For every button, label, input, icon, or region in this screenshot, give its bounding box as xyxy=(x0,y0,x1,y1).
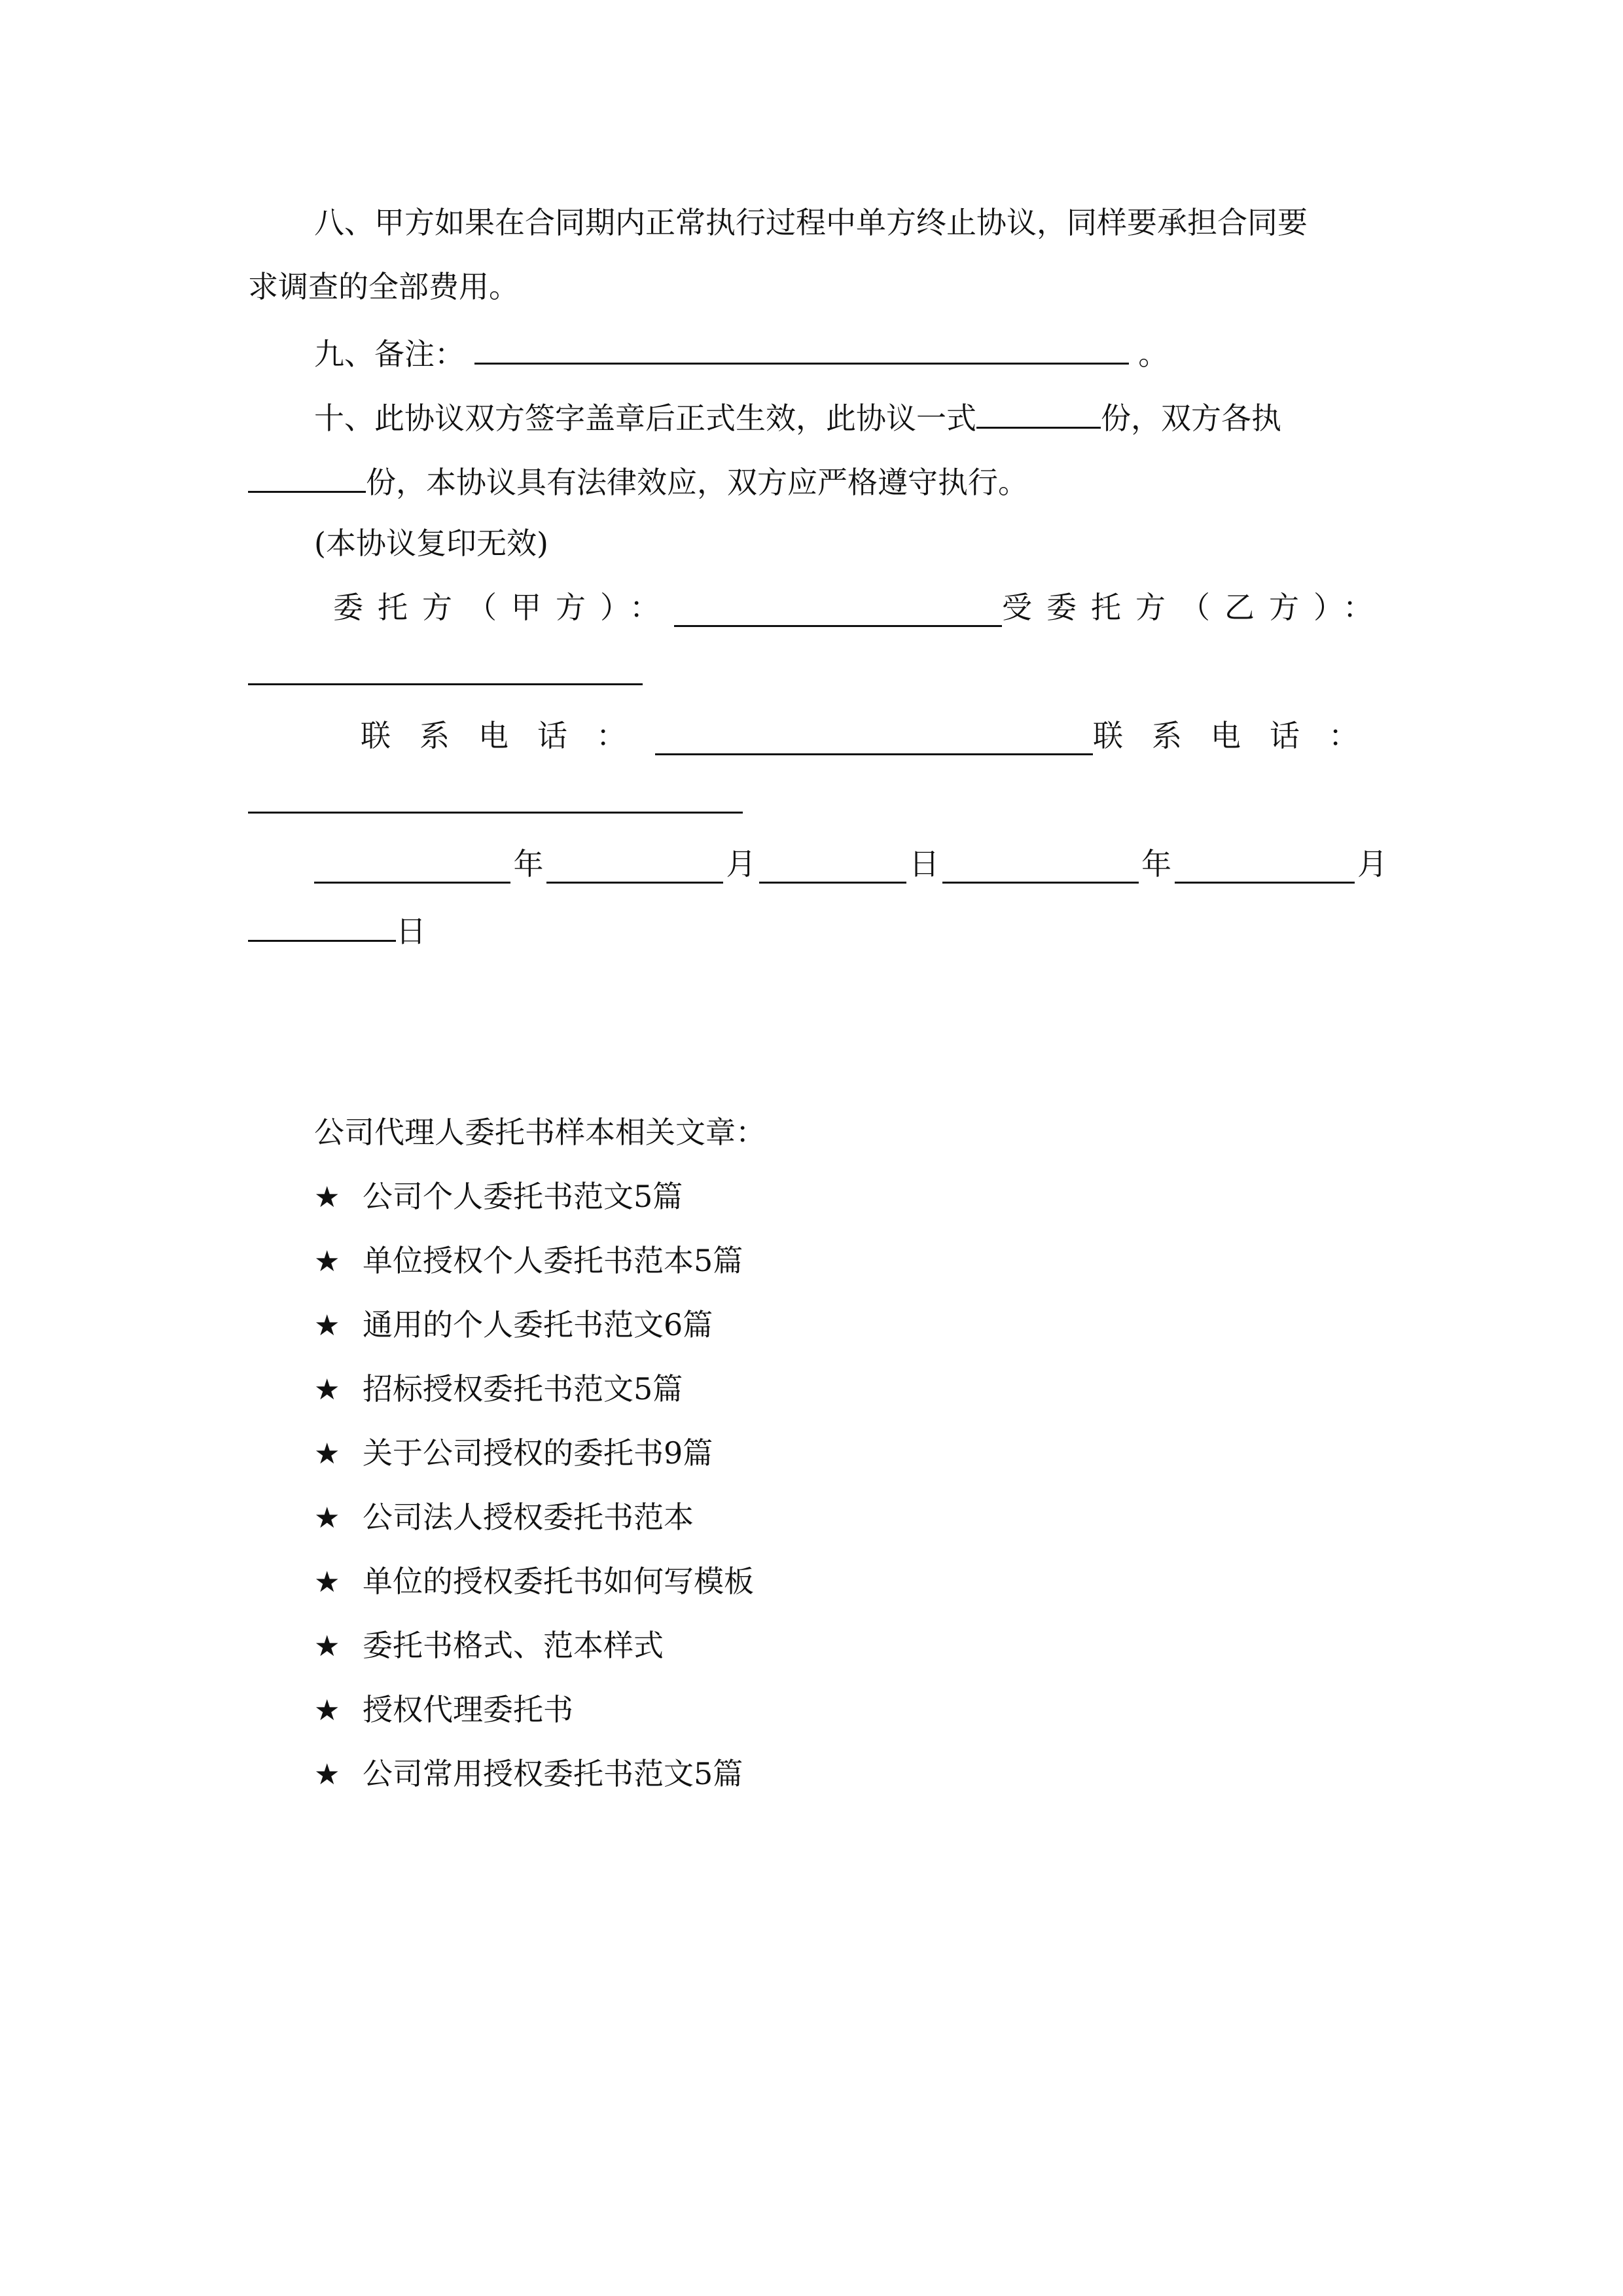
related-articles-heading: 公司代理人委托书样本相关文章： xyxy=(314,1115,766,1150)
party-signature-row xyxy=(248,588,1387,627)
remarks-label: 九、备注： xyxy=(314,336,465,372)
remarks-end-mark: 。 xyxy=(1138,336,1169,372)
clause-10-text-3: 份，本协议具有法律效应，双方应严格遵守执行。 xyxy=(366,465,1028,500)
date-b-year-blank[interactable] xyxy=(942,850,1139,884)
related-article-link[interactable] xyxy=(314,1369,683,1410)
related-article-title: 授权代理委托书 xyxy=(363,1692,573,1727)
phone-b-blank-field[interactable] xyxy=(248,780,743,814)
clause-10-text-2: 份，双方各执 xyxy=(1101,401,1281,436)
related-article-title: 关于公司授权的委托书9篇 xyxy=(363,1435,713,1471)
month-label-b: 月 xyxy=(1357,846,1387,882)
date-a-month-blank[interactable] xyxy=(546,850,723,884)
related-article-title: 单位授权个人委托书范本5篇 xyxy=(363,1243,743,1278)
star-bullet-icon: ★ xyxy=(314,1694,340,1727)
phone-a-blank-field[interactable] xyxy=(655,722,1093,755)
related-article-title: 公司个人委托书范文5篇 xyxy=(363,1179,683,1214)
related-article-link[interactable] xyxy=(314,1241,743,1282)
clause-10-line-2 xyxy=(248,459,1387,502)
related-article-title: 通用的个人委托书范文6篇 xyxy=(363,1307,713,1342)
related-article-title: 委托书格式、范本样式 xyxy=(363,1628,664,1663)
related-article-title: 公司法人授权委托书范本 xyxy=(363,1499,694,1535)
star-bullet-icon: ★ xyxy=(314,1437,340,1471)
date-a-year-blank[interactable] xyxy=(314,850,510,884)
clause-8-line-2: 求调查的全部费用。 xyxy=(248,269,519,304)
date-row xyxy=(314,844,1387,884)
phone-row xyxy=(248,716,1387,755)
year-label: 年 xyxy=(513,846,544,882)
related-article-link[interactable] xyxy=(314,1433,713,1474)
day-label-b: 日 xyxy=(396,914,426,949)
star-bullet-icon: ★ xyxy=(314,1245,340,1278)
clause-10-text-1: 十、此协议双方签字盖章后正式生效，此协议一式 xyxy=(314,401,976,436)
year-label-b: 年 xyxy=(1141,846,1172,882)
phone-label-b: 联系电话： xyxy=(1093,718,1387,753)
copy-invalid-note: (本协议复印无效) xyxy=(314,526,548,561)
phone-label-a: 联系电话： xyxy=(361,718,655,753)
clause-10-line-1 xyxy=(314,395,1387,438)
star-bullet-icon: ★ xyxy=(314,1373,340,1407)
copies-each-blank-field[interactable] xyxy=(248,459,366,493)
date-b-day-blank[interactable] xyxy=(248,908,396,942)
related-article-link[interactable] xyxy=(314,1562,754,1602)
star-bullet-icon: ★ xyxy=(314,1758,340,1791)
clause-8-line-1: 八、甲方如果在合同期内正常执行过程中单方终止协议，同样要承担合同要 xyxy=(314,205,1308,240)
related-article-link[interactable] xyxy=(314,1305,713,1346)
party-b-blank-field[interactable] xyxy=(248,652,643,685)
copies-total-blank-field[interactable] xyxy=(976,395,1101,429)
day-label: 日 xyxy=(909,846,940,882)
date-b-day-line xyxy=(248,908,1387,951)
star-bullet-icon: ★ xyxy=(314,1501,340,1535)
related-article-title: 公司常用授权委托书范文5篇 xyxy=(363,1756,743,1791)
related-article-link[interactable] xyxy=(314,1177,683,1217)
star-bullet-icon: ★ xyxy=(314,1630,340,1663)
star-bullet-icon: ★ xyxy=(314,1309,340,1342)
date-b-month-blank[interactable] xyxy=(1175,850,1355,884)
date-a-day-blank[interactable] xyxy=(759,850,906,884)
related-article-title: 单位的授权委托书如何写模板 xyxy=(363,1564,754,1599)
month-label: 月 xyxy=(726,846,757,882)
related-article-title: 招标授权委托书范文5篇 xyxy=(363,1371,683,1407)
phone-b-line xyxy=(248,780,1387,823)
related-article-link[interactable] xyxy=(314,1626,664,1666)
related-article-link[interactable] xyxy=(314,1498,694,1538)
related-article-link[interactable] xyxy=(314,1754,743,1795)
party-b-label: 受委托方（乙方）： xyxy=(1002,590,1387,625)
party-a-label: 委托方（甲方）： xyxy=(333,590,674,625)
related-article-link[interactable] xyxy=(314,1690,573,1731)
remarks-blank-field[interactable] xyxy=(474,331,1129,365)
star-bullet-icon: ★ xyxy=(314,1566,340,1599)
party-a-blank-field[interactable] xyxy=(674,594,1002,627)
star-bullet-icon: ★ xyxy=(314,1181,340,1214)
party-b-signature-line xyxy=(248,652,1387,694)
clause-9-remarks xyxy=(314,331,1387,374)
